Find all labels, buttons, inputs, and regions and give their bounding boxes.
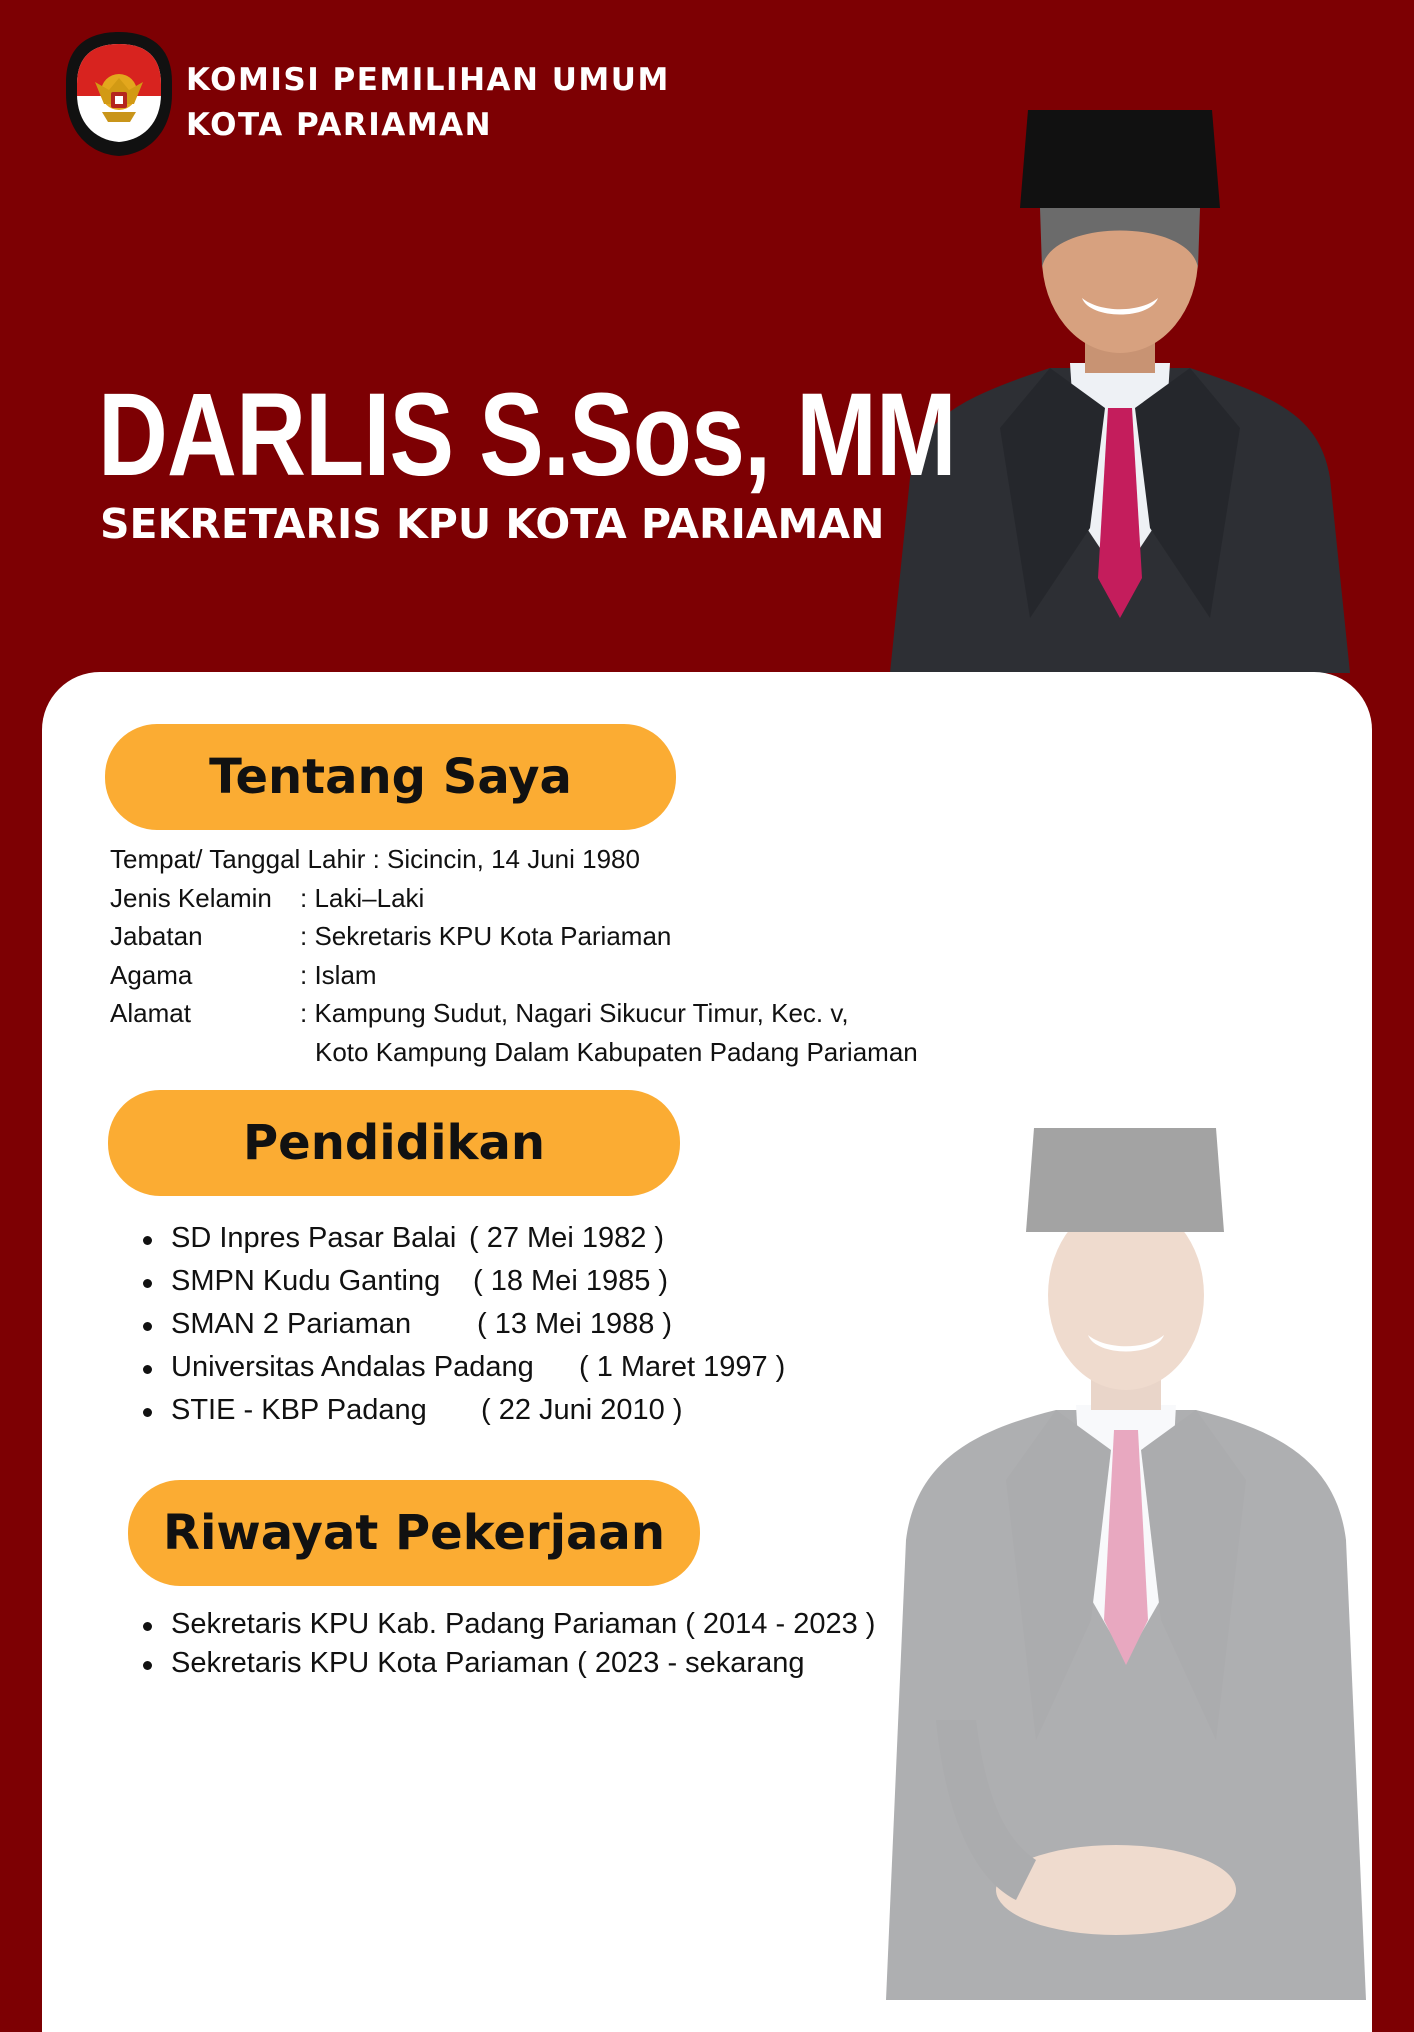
address-value: : Kampung Sudut, Nagari Sikucur Timur, Kec. v, [300, 998, 849, 1028]
education-date: ( 1 Maret 1997 ) [579, 1351, 786, 1383]
person-position: SEKRETARIS KPU KOTA PARIAMAN [100, 500, 885, 548]
education-school: SMPN Kudu Ganting [171, 1265, 441, 1297]
religion-label: Agama [110, 959, 193, 990]
education-date: ( 27 Mei 1982 ) [469, 1222, 665, 1254]
list-item [171, 1308, 673, 1351]
list-item [171, 1265, 669, 1308]
work-history-list [171, 1608, 875, 1686]
address-label: Alamat [110, 998, 191, 1028]
list-item [171, 1647, 875, 1686]
birth-value: Tempat/ Tanggal Lahir : Sicincin, 14 Juni 1980 [110, 844, 640, 874]
bullet-icon [143, 1622, 152, 1631]
education-school: STIE - KBP Padang [171, 1394, 427, 1426]
list-item [171, 1222, 665, 1265]
bullet-icon [143, 1322, 152, 1331]
religion-value: : Islam [300, 959, 377, 990]
organization-line-1: KOMISI PEMILIHAN UMUM [186, 62, 670, 98]
work-history-heading: Riwayat Pekerjaan [128, 1480, 700, 1586]
list-item [171, 1608, 875, 1647]
kpu-logo-icon [62, 30, 176, 158]
position-label: Jabatan [110, 921, 203, 951]
organization-name [186, 58, 670, 148]
faded-portrait-photo [876, 1120, 1376, 2000]
organization-line-2: KOTA PARIAMAN [186, 107, 493, 143]
education-date: ( 13 Mei 1988 ) [477, 1308, 673, 1340]
bullet-icon [143, 1408, 152, 1417]
education-date: ( 18 Mei 1985 ) [473, 1265, 669, 1297]
education-date: ( 22 Juni 2010 ) [481, 1394, 683, 1426]
education-school: SD Inpres Pasar Balai [171, 1222, 457, 1254]
bullet-icon [143, 1661, 152, 1670]
education-school: Universitas Andalas Padang [171, 1351, 534, 1383]
gender-label: Jenis Kelamin [110, 882, 272, 913]
bullet-icon [143, 1236, 152, 1245]
address-continuation: Koto Kampung Dalam Kabupaten Padang Pariaman [315, 1036, 918, 1067]
education-heading: Pendidikan [108, 1090, 680, 1196]
position-value: : Sekretaris KPU Kota Pariaman [300, 921, 672, 951]
gender-value: : Laki–Laki [300, 882, 425, 913]
about-heading: Tentang Saya [105, 724, 676, 830]
education-list [171, 1222, 786, 1437]
list-item [171, 1394, 683, 1437]
list-item [171, 1351, 786, 1394]
work-item: Sekretaris KPU Kota Pariaman ( 2023 - sekarang [171, 1647, 805, 1679]
bullet-icon [143, 1279, 152, 1288]
person-name: DARLIS S.Sos, MM [98, 369, 956, 501]
bullet-icon [143, 1365, 152, 1374]
education-school: SMAN 2 Pariaman [171, 1308, 412, 1340]
work-item: Sekretaris KPU Kab. Padang Pariaman ( 2014 - 2023 ) [171, 1608, 876, 1640]
